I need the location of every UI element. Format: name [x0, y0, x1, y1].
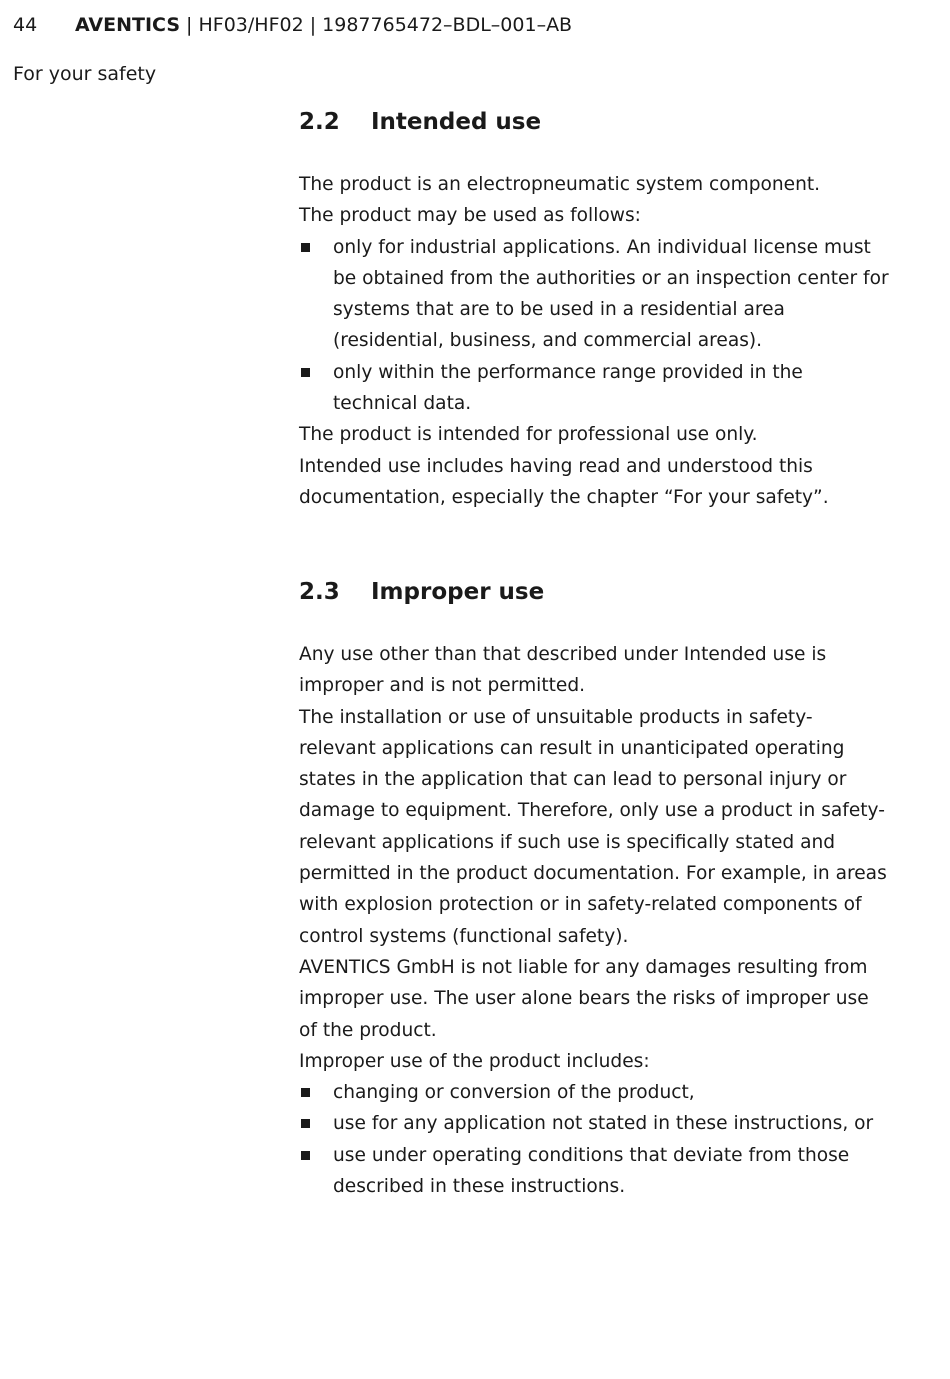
square-bullet-icon: [301, 1119, 310, 1128]
section-improper-use: [299, 577, 889, 1202]
section-intended-use: [299, 107, 889, 513]
section-heading: [299, 577, 889, 607]
paragraph: The installation or use of unsuitable products in safety-relevant applications can result in unanticipated operating states in the application that can lead to personal injury or damage to equipment. Therefore, only use a product in safety-relevant applications if such use is specifically stated and permitted in the product documentation. For example, in areas with explosion protection or in safety-related components of control systems (functional safety).: [299, 706, 887, 947]
document-reference: | HF03/HF02 | 1987765472–BDL–001–AB: [180, 14, 573, 36]
square-bullet-icon: [301, 1088, 310, 1097]
section-title: Improper use: [371, 579, 545, 605]
section-number: 2.3: [299, 579, 340, 605]
page-header: [13, 13, 572, 37]
section-title: Intended use: [371, 109, 542, 135]
list-item-text: only within the performance range provided in the technical data.: [333, 361, 803, 415]
page-number: 44: [13, 14, 38, 36]
list-item: [299, 232, 889, 357]
list-item-text: use under operating conditions that deviate from those described in these instructions.: [333, 1144, 850, 1198]
section-body: [299, 169, 889, 513]
list-item-text: changing or conversion of the product,: [333, 1082, 695, 1104]
brand-name: AVENTICS: [75, 14, 181, 36]
paragraph: Improper use of the product includes:: [299, 1050, 650, 1072]
list-item-text: only for industrial applications. An individual license must be obtained from the authorities or an inspection center for systems that are to be used in a residential area (residential, business, and commercial areas).: [333, 236, 889, 352]
list-item: [299, 1077, 889, 1108]
list-item: [299, 357, 889, 420]
square-bullet-icon: [301, 243, 310, 252]
list-item-text: use for any application not stated in these instructions, or: [333, 1113, 874, 1135]
paragraph: Any use other than that described under Intended use is improper and is not permitted.: [299, 644, 827, 697]
section-heading: [299, 107, 889, 137]
section-number: 2.2: [299, 109, 340, 135]
bullet-list: [299, 232, 889, 420]
square-bullet-icon: [301, 1151, 310, 1160]
paragraph: The product is intended for professional use only.: [299, 424, 758, 446]
chapter-label: For your safety: [13, 63, 157, 85]
paragraph: The product is an electropneumatic system component.: [299, 174, 821, 195]
paragraph: The product may be used as follows:: [299, 205, 641, 227]
paragraph: Intended use includes having read and understood this documentation, especially the chapter “For your safety”.: [299, 455, 829, 508]
section-body: [299, 639, 889, 1202]
paragraph: AVENTICS GmbH is not liable for any damages resulting from improper use. The user alone bears the risks of improper use of the product.: [299, 956, 869, 1041]
bullet-list: [299, 1077, 889, 1202]
square-bullet-icon: [301, 368, 310, 377]
list-item: [299, 1140, 889, 1203]
list-item: [299, 1108, 889, 1139]
